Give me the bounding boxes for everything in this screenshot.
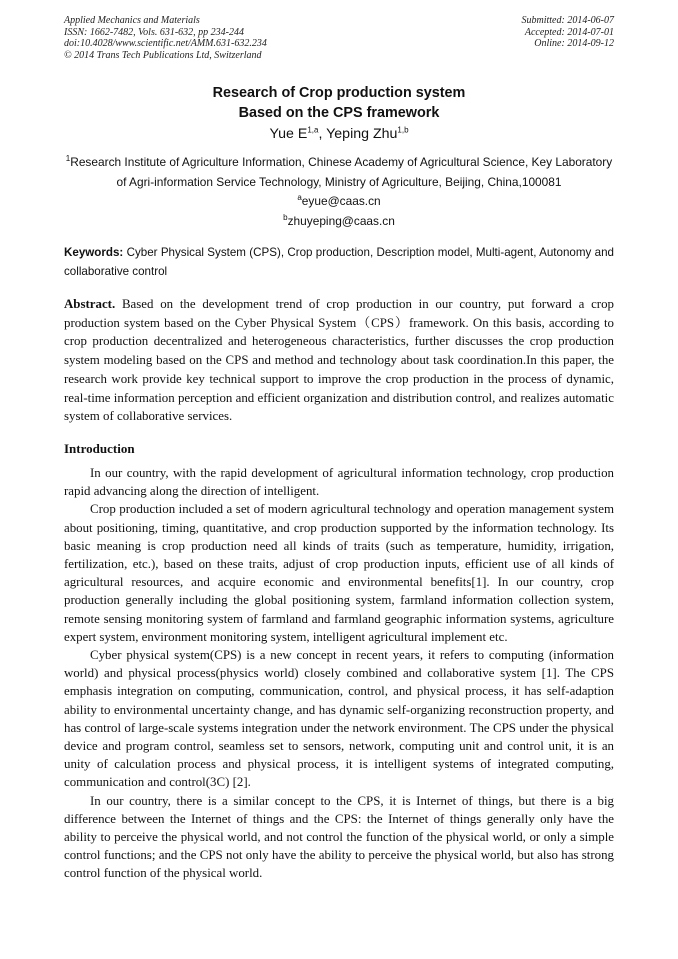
email-line xyxy=(60,212,618,232)
author-list xyxy=(0,124,678,144)
journal-info xyxy=(64,15,267,61)
title-line-1: Research of Crop production system xyxy=(212,85,466,101)
author-name: Yeping Zhu xyxy=(326,126,398,142)
affiliation-text xyxy=(60,153,618,192)
doi-line: doi:10.4028/www.scientific.net/AMM.631-632.234 xyxy=(64,38,267,49)
journal-name: Applied Mechanics and Materials xyxy=(64,15,200,26)
introduction-body xyxy=(64,464,614,883)
email-mark: a xyxy=(297,193,302,203)
affiliation-mark: 1 xyxy=(65,154,71,164)
abstract-label: Abstract. xyxy=(64,297,116,311)
author-affiliation-mark: 1,b xyxy=(397,125,409,135)
keywords-section xyxy=(64,243,614,281)
paper-title xyxy=(0,83,678,123)
issn-line: ISSN: 1662-7482, Vols. 631-632, pp 234-244 xyxy=(64,26,244,38)
affiliation-block xyxy=(60,153,618,231)
body-paragraph: Crop production included a set of modern agricultural technology and operation management system about positioning, timing, quantitative, and crop production supported by the information technology. Its basic meaning is crop production need all kinds of traits (such as temperature, humidity, irrigation, fertilization, etc.), based on these traits, adjust of crop production inputs, efficient use of all kinds of agricultural resources, and acquire economic and environmental benefits[1]. In our country, crop production generally including the global positioning system, farmland information collection system, remote sensing monitoring system of farmland and farmland geographic information systems, agriculture expert system, environment monitoring system, intelligent agricultural implement etc. xyxy=(64,502,614,644)
email-mark: b xyxy=(283,212,288,222)
title-line-2: Based on the CPS framework xyxy=(238,105,440,121)
email-address: eyue@caas.cn xyxy=(301,194,381,208)
keywords-label: Keywords: xyxy=(64,246,124,259)
accepted-date: Accepted: 2014-07-01 xyxy=(524,26,614,38)
keywords-text: Cyber Physical System (CPS), Crop production, Description model, Multi-agent, Autonomy and collaborative control xyxy=(64,246,614,278)
abstract-text: Based on the development trend of crop production in our country, put forward a crop production system based on the Cyber Physical System（CPS）framework. On this basis, according to crop production decentralized and heterogeneous characteristics, further discusses the crop production system modeling based on the CPS and method and technology about task coordination.In this paper, the research work provide key technical support to improve the crop production in the process of dynamic, real-time information perception and efficient organization and distribution control, and realizes automatic system of collaborative services. xyxy=(64,297,614,424)
copyright-line: © 2014 Trans Tech Publications Ltd, Switzerland xyxy=(64,49,262,61)
online-date: Online: 2014-09-12 xyxy=(534,38,614,49)
author-separator: , xyxy=(318,126,327,142)
email-address: zhuyeping@caas.cn xyxy=(287,213,395,228)
submitted-date: Submitted: 2014-06-07 xyxy=(521,15,614,26)
body-paragraph: In our country, there is a similar concept to the CPS, it is Internet of things, but there is a big difference between the Internet of things and the CPS: the Internet of things generally only have the ability to perceive the physical world, and not control the function of the physical world, or only a simple control functions; and the CPS not only have the ability to perceive the physical world, but also has strong control function of the physical world. xyxy=(64,793,614,881)
author-name: Yue E xyxy=(269,126,308,142)
publication-dates xyxy=(522,15,615,50)
body-paragraph: Cyber physical system(CPS) is a new concept in recent years, it refers to computing (information world) and physical process(physics world) closely combined and collaborative system [1]. The CPS emphasis integration on computing, communication, control, and physical process, it has self-adaption ability to environmental uncertainty change, and has dynamic self-organizing reconstruction property, and has control of large-scale systems integration under the network environment. The CPS under the physical device and program control, seamless set to sensors, network, computing unit and control unit, it is an unity of calculation process and physical process, it is intelligent systems of integrated computing, communication and control(3C) [2]. xyxy=(64,648,614,790)
section-heading: Introduction xyxy=(64,441,135,456)
email-line xyxy=(60,192,618,212)
body-paragraph: In our country, with the rapid development of agricultural information technology, crop production rapid advancing along the direction of intelligent. xyxy=(64,466,614,499)
author-affiliation-mark: 1,a xyxy=(307,125,319,135)
abstract-section xyxy=(64,295,614,426)
affiliation-address: Research Institute of Agriculture Information, Chinese Academy of Agricultural Science, Key Laboratory of Agri-information Service Technology, Ministry of Agriculture, Beijing, China,100081 xyxy=(70,155,613,189)
